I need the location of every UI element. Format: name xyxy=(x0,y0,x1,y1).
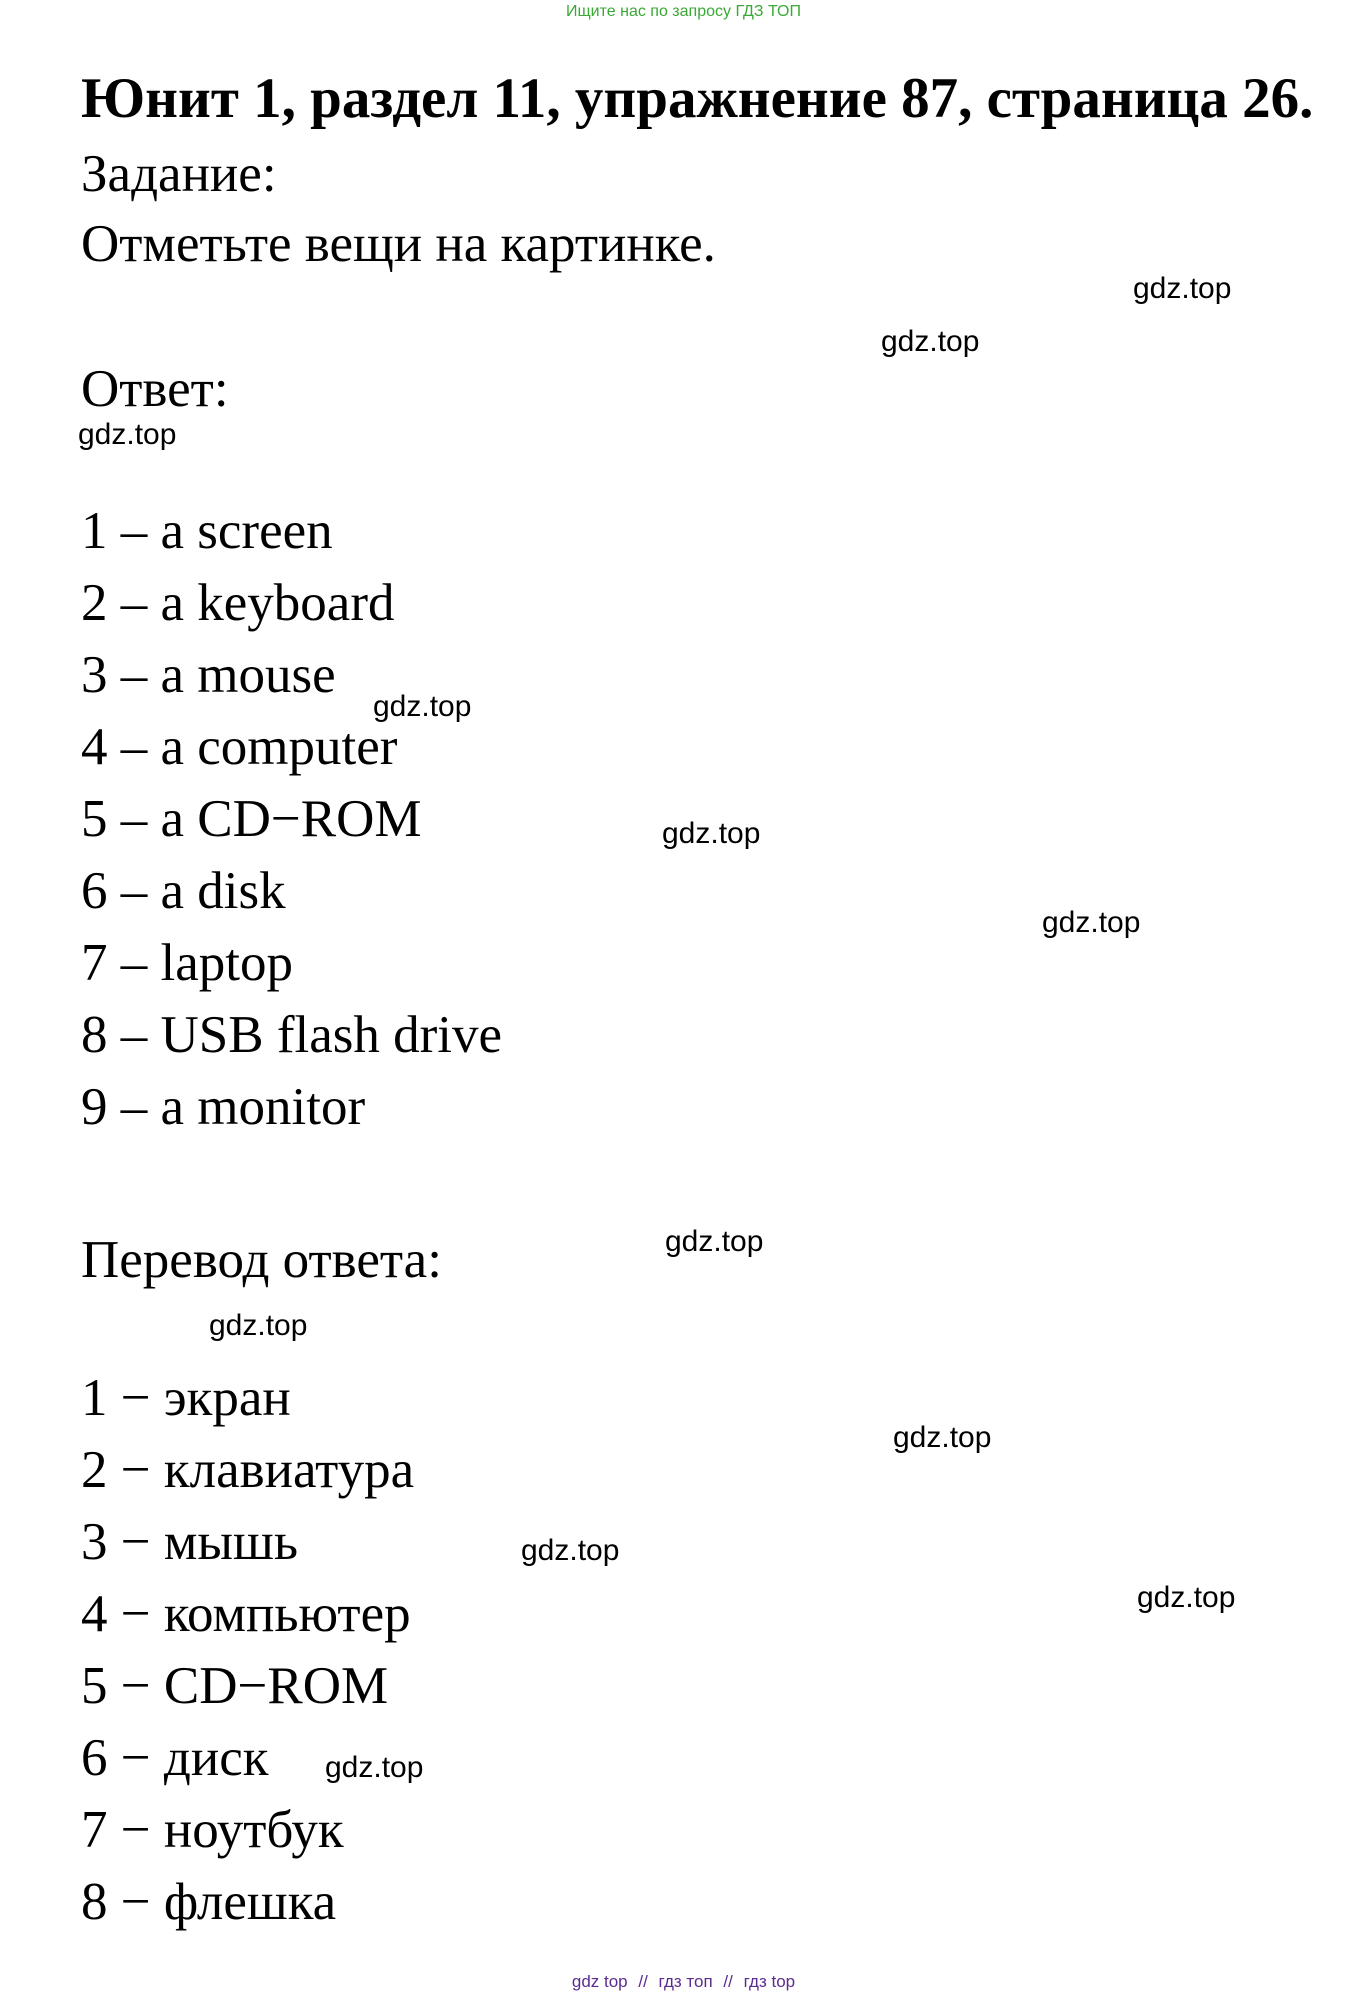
watermark: gdz.top xyxy=(665,1225,764,1258)
watermark: gdz.top xyxy=(325,1751,424,1784)
footer-separator: // xyxy=(638,1972,648,1991)
watermark: gdz.top xyxy=(78,418,177,451)
page-title: Юнит 1, раздел 11, упражнение 87, страница 26. xyxy=(81,67,1314,130)
translation-item: 6 − диск xyxy=(81,1729,269,1787)
watermark: gdz.top xyxy=(893,1421,992,1454)
answer-item: 6 – a disk xyxy=(81,862,286,920)
watermark: gdz.top xyxy=(662,817,761,850)
translation-item: 8 − флешка xyxy=(81,1873,337,1931)
footer-link[interactable]: gdz top xyxy=(571,1972,628,1991)
translation-list xyxy=(81,1369,415,1948)
watermark: gdz.top xyxy=(881,325,980,358)
watermark: gdz.top xyxy=(373,690,472,723)
footer-link[interactable]: гдз top xyxy=(743,1972,796,1991)
search-hint-link[interactable]: Ищите нас по запросу ГДЗ ТОП xyxy=(566,3,801,20)
answer-item: 5 – a CD−ROM xyxy=(81,790,422,848)
task-text: Отметьте вещи на картинке. xyxy=(81,215,716,273)
watermark: gdz.top xyxy=(1133,272,1232,305)
task-label: Задание: xyxy=(81,145,277,203)
watermark: gdz.top xyxy=(521,1534,620,1567)
translation-item: 3 − мышь xyxy=(81,1513,299,1571)
answer-item: 1 – a screen xyxy=(81,502,333,560)
answer-item: 2 – a keyboard xyxy=(81,574,395,632)
answer-label: Ответ: xyxy=(81,360,229,418)
watermark: gdz.top xyxy=(1137,1581,1236,1614)
translation-item: 4 − компьютер xyxy=(81,1585,411,1643)
translation-item: 7 − ноутбук xyxy=(81,1801,344,1859)
answer-list xyxy=(81,502,503,1153)
translation-item: 5 − CD−ROM xyxy=(81,1657,389,1715)
answer-item: 7 – laptop xyxy=(81,934,293,992)
translation-label: Перевод ответа: xyxy=(81,1231,442,1289)
answer-item: 8 – USB flash drive xyxy=(81,1006,503,1064)
answer-item: 3 – a mouse xyxy=(81,646,336,704)
watermark: gdz.top xyxy=(1042,906,1141,939)
translation-item: 1 − экран xyxy=(81,1369,291,1427)
footer-links xyxy=(0,1972,1367,1992)
answer-item: 9 – a monitor xyxy=(81,1078,366,1136)
translation-item: 2 − клавиатура xyxy=(81,1441,415,1499)
watermark: gdz.top xyxy=(209,1309,308,1342)
answer-item: 4 – a computer xyxy=(81,718,398,776)
footer-link[interactable]: гдз топ xyxy=(658,1972,713,1991)
footer-separator: // xyxy=(723,1972,733,1991)
